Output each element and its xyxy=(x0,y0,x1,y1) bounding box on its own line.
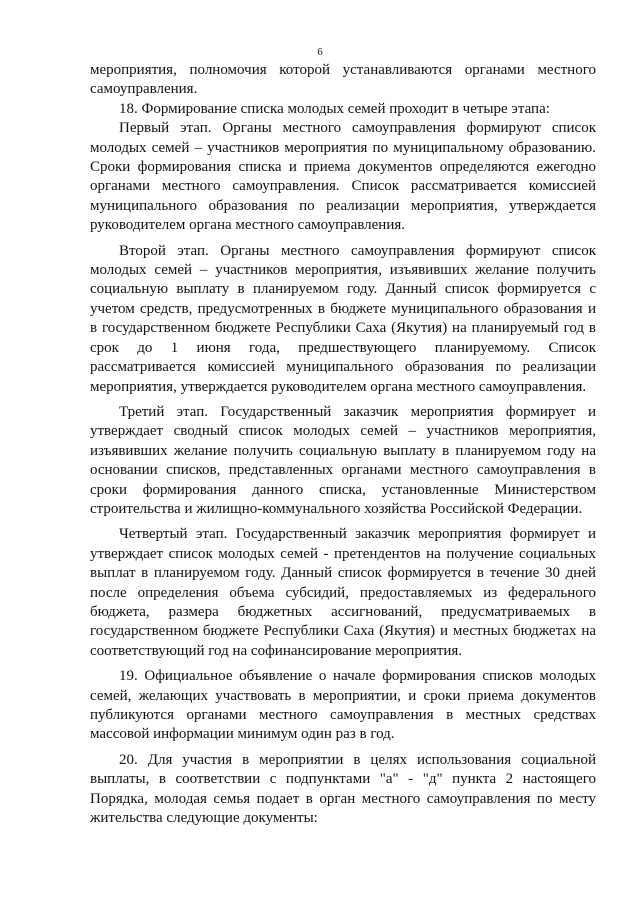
paragraph-stage-3: Третий этап. Государственный заказчик мероприятия формирует и утверждает сводный список молодых семей – участников мероприятия, изъявивших желание получить социальную выплату в планируемом году на основании списков, представленных органами местного самоуправления в сроки формирования данного списка, установленные Министерством строительства и жилищно-коммунального хозяйства Российской Федерации. xyxy=(90,403,596,517)
paragraph-continuation: мероприятия, полномочия которой устанавливаются органами местного самоуправления. xyxy=(90,62,596,98)
paragraph-stage-4: Четвертый этап. Государственный заказчик мероприятия формирует и утверждает список молодых семей - претендентов на получение социальных выплат в планируемом году. Данный список формируется в течение 30 дней после определения объема субсидий, предоставляемых из федерального бюджета, размера бюджетных ассигнований, предусматриваемых в государственном бюджете Республики Саха (Якутия) и местных бюджетах на соответствующий год на софинансирование мероприятия. xyxy=(90,526,596,659)
page-number: 6 xyxy=(317,46,323,58)
paragraph-stage-2: Второй этап. Органы местного самоуправления формируют список молодых семей – участников мероприятия, изъявивших желание получить социальную выплату в планируемом году. Данный список формируется с учетом средств, предусмотренных в бюджете муниципального образования и в государственном бюджете Республики Саха (Якутия) на планируемый год в срок до 1 июня года, предшествующего планируемому. Список рассматривается комиссией муниципального образования по реализации мероприятия, утверждается руководителем органа местного самоуправления. xyxy=(90,242,596,395)
paragraph-18: 18. Формирование списка молодых семей проходит в четыре этапа: xyxy=(119,100,550,117)
paragraph-stage-1: Первый этап. Органы местного самоуправления формируют список молодых семей – участников мероприятия по муниципальному образованию. Сроки формирования списка и приема документов определяются ежегодно органами местного самоуправления. Список рассматривается комиссией муниципального образования по реализации мероприятия, утверждается руководителем органа местного самоуправления. xyxy=(90,120,596,234)
paragraph-19: 19. Официальное объявление о начале формирования списков молодых семей, желающих участвовать в мероприятии, и сроки приема документов публикуются органами местного самоуправления в местных средствах массовой информации минимум один раз в год. xyxy=(90,668,596,743)
paragraph-20: 20. Для участия в мероприятии в целях использования социальной выплаты, в соответствии с подпунктами "а" - "д" пункта 2 настоящего Порядка, молодая семья подает в орган местного самоуправления по месту жительства следующие документы: xyxy=(90,751,596,827)
document-body xyxy=(90,61,596,828)
